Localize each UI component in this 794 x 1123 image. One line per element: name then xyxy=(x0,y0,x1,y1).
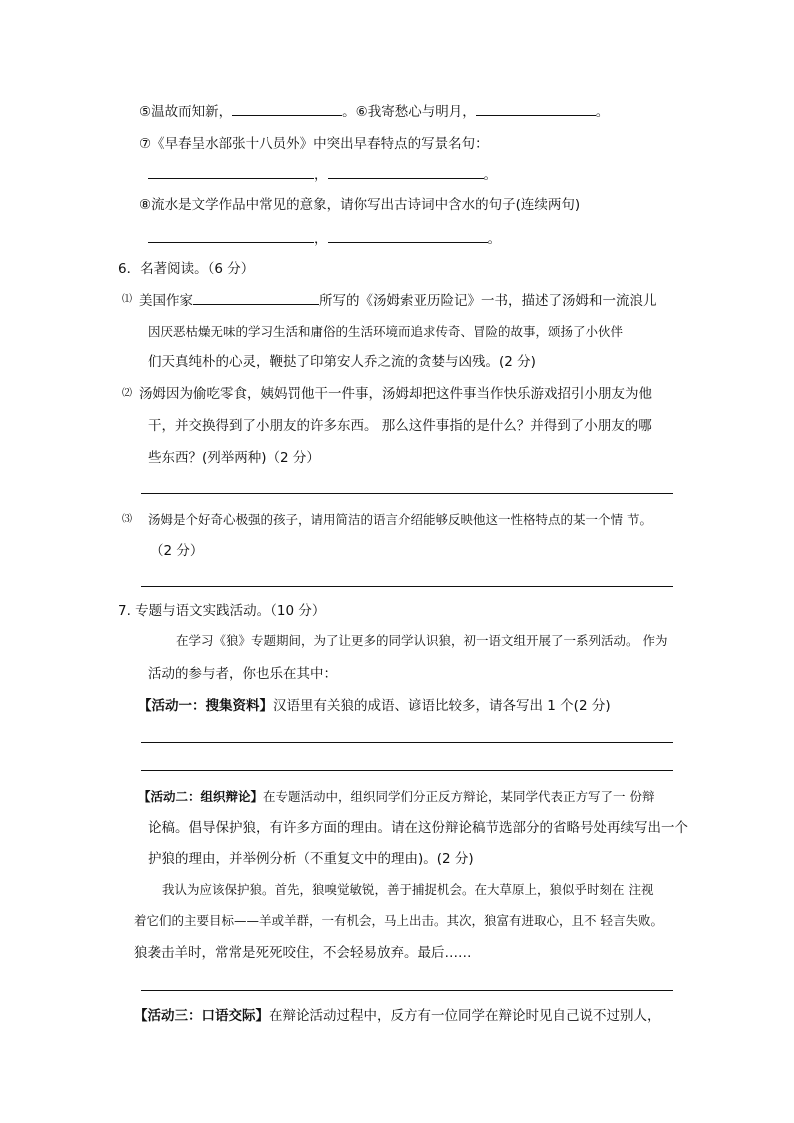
q6-s3-answer-line[interactable] xyxy=(141,586,673,587)
q5-line-4: ⑧流水是文学作品中常见的意象，请你写出古诗词中含水的句子(连续两句) xyxy=(139,197,581,213)
q7-activity-2-line-2: 论稿。倡导保护狼，有许多方面的理由。请在这份辩论稿节选部分的省略号处再续写出一个 xyxy=(148,820,688,836)
q5-answer-blank[interactable] xyxy=(476,101,596,116)
q5-line-3 xyxy=(148,164,497,185)
q5-answer-blank[interactable] xyxy=(148,164,314,179)
q6-s1-line-1 xyxy=(139,290,657,311)
q5-answer-blank[interactable] xyxy=(328,228,488,243)
q5-answer-blank[interactable] xyxy=(148,228,314,243)
q6-s1-number: ⑴ xyxy=(122,294,132,305)
q7-activity-3-heading: 【活动三：口语交际】 xyxy=(134,1008,269,1024)
q5-answer-blank[interactable] xyxy=(328,164,484,179)
q6-s1-line-3: 们天真纯朴的心灵，鞭挞了印第安人乔之流的贪婪与凶残。(2 分) xyxy=(148,354,536,370)
q5-item6-text: 。⑥我寄愁心与明月， xyxy=(342,104,476,120)
q6-s2-line-2: 干，并交换得到了小朋友的许多东西。 那么这件事指的是什么？并得到了小朋友的哪 xyxy=(148,418,652,434)
q7-a1-answer-line-1[interactable] xyxy=(141,742,673,743)
q7-passage-line-3: 狼袭击羊时，常常是死死咬住，不会轻易放弃。最后…… xyxy=(134,945,472,961)
q7-a1-answer-line-2[interactable] xyxy=(141,770,673,771)
q5-line-5 xyxy=(148,228,501,249)
q5-comma: ， xyxy=(314,167,328,183)
q5-line-1 xyxy=(139,101,609,122)
q7-activity-3 xyxy=(134,1006,661,1026)
q6-author-blank[interactable] xyxy=(193,290,319,305)
q7-activity-2-heading: 【活动二：组织辩论】 xyxy=(138,789,264,804)
q6-s3-line-1: 汤姆是个好奇心极强的孩子，请用简洁的语言介绍能够反映他这一性格特点的某一个情 节。 xyxy=(148,512,652,527)
q7-activity-3-text: 在辩论活动过程中，反方有一位同学在辩论时见自己说不过别人， xyxy=(269,1008,661,1024)
q5-line-end: 。 xyxy=(595,104,610,120)
q7-passage-line-2: 着它们的主要目标——羊或羊群，一有机会，马上出击。其次，狼富有进取心，且不 轻言失败。 xyxy=(134,913,663,928)
q7-activity-2-line-3: 护狼的理由，并举例分析（不重复文中的理由)。(2 分) xyxy=(148,851,474,867)
q5-line-end: 。 xyxy=(483,167,497,183)
q5-line-2: ⑦《早春呈水部张十八员外》中突出早春特点的写景名句： xyxy=(139,136,489,152)
q7-intro-line-1: 在学习《狼》专题期间，为了让更多的同学认识狼，初一语文组开展了一系列活动。 作为 xyxy=(176,633,668,648)
q6-s2-line-1: 汤姆因为偷吃零食，姨妈罚他干一件事，汤姆却把这件事当作快乐游戏招引小朋友为他 xyxy=(139,386,652,402)
q7-a2-answer-line[interactable] xyxy=(141,990,673,991)
q7-title: 7. 专题与语文实践活动。（10 分） xyxy=(118,603,326,619)
q6-s2-number: ⑵ xyxy=(122,388,132,399)
q6-s1-line-2: 因厌恶枯燥无味的学习生活和庸俗的生活环境而追求传奇、冒险的故事，颂扬了小伙伴 xyxy=(148,324,624,339)
q6-s3-line-2: （2 分） xyxy=(150,543,204,559)
q7-intro-line-2: 活动的参与者，你也乐在其中： xyxy=(148,666,337,682)
q6-s1-text-b: 所写的《汤姆索亚历险记》一书，描述了汤姆和一流浪儿 xyxy=(319,293,657,309)
q6-title: 6．名著阅读。（6 分） xyxy=(118,261,255,277)
q5-comma: ， xyxy=(314,231,328,247)
q7-passage-line-1: 我认为应该保护狼。首先，狼嗅觉敏锐，善于捕捉机会。在大草原上，狼似乎时刻在 注视 xyxy=(162,882,654,897)
q5-item5-text: ⑤温故而知新， xyxy=(139,104,233,120)
q7-activity-2-text: 在专题活动中，组织同学们分正反方辩论，某同学代表正方写了一 份辩 xyxy=(263,789,655,804)
q6-s3-number: ⑶ xyxy=(122,514,132,525)
q7-activity-1-heading: 【活动一：搜集资料】 xyxy=(138,698,273,714)
q7-activity-2-line-1 xyxy=(138,787,655,807)
q6-s1-text-a: 美国作家 xyxy=(139,293,193,309)
q5-answer-blank[interactable] xyxy=(232,101,342,116)
q6-s2-line-3: 些东西？(列举两种)（2 分） xyxy=(148,450,320,466)
q7-activity-1-text: 汉语里有关狼的成语、谚语比较多，请各写出 1 个(2 分) xyxy=(273,698,611,714)
q7-activity-1 xyxy=(138,696,611,716)
q6-s2-answer-line[interactable] xyxy=(141,493,673,494)
q5-line-end: 。 xyxy=(487,231,501,247)
